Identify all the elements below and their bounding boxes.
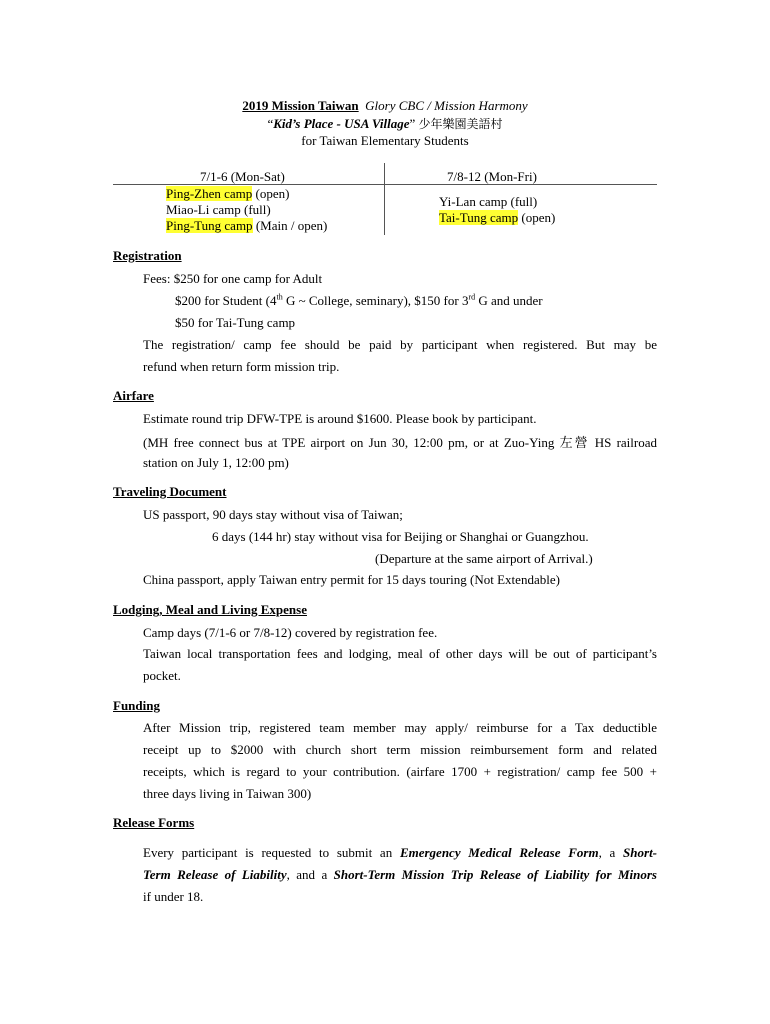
schedule-left-dates: 7/1-6 (Mon-Sat) [200,169,285,184]
lodging-heading: Lodging, Meal and Living Expense [113,602,307,617]
camp-status: (full) [240,202,271,217]
schedule-right-camps [439,194,555,226]
travel-line3: (Departure at the same airport of Arrival.) [375,551,593,566]
registration-heading: Registration [113,248,182,263]
liability-form-name: Term Release of Liability [143,867,287,882]
funding-line2: receipt up to $2000 with church short term mission reimbursement form and related [143,742,657,757]
airfare-line1: Estimate round trip DFW-TPE is around $1600. Please book by participant. [143,411,537,426]
camp-item [166,186,327,202]
document-subtitle [0,115,770,132]
audience-line: for Taiwan Elementary Students [301,133,469,148]
release-line3: if under 18. [143,889,204,904]
quote-close: ” [409,116,416,131]
registration-fee-adult: Fees: $250 for one camp for Adult [143,271,323,286]
camp-status: (Main / open) [252,218,328,233]
quote-open: “ [267,116,274,131]
schedule-header-rule [113,184,657,185]
emergency-form-name: Emergency Medical Release Form [399,845,599,860]
lodging-line1: Camp days (7/1-6 or 7/8-12) covered by registration fee. [143,625,438,640]
travel-line4: China passport, apply Taiwan entry permit for 15 days touring (Not Extendable) [143,572,560,587]
minors-form-name: Short-Term Mission Trip Release of Liability for Minors [333,867,657,882]
camp-name: Ping-Tung camp [166,218,253,233]
airfare-heading: Airfare [113,388,154,403]
camp-name: Ping-Zhen camp [166,186,253,201]
funding-line3: receipts, which is regard to your contribution. (airfare 1700 + registration/ camp fee 500 + [143,764,657,779]
lodging-line2: Taiwan local transportation fees and lodging, meal of other days will be out of participant’s [143,646,657,661]
release-line1: Every participant is requested to submit an Emergency Medical Release Form, a Short- [143,845,658,860]
registration-fee-student: $200 for Student (4th G ~ College, seminary), $150 for 3rd G and under [175,292,543,308]
camp-status: (open) [518,210,556,225]
travel-heading: Traveling Document [113,484,227,499]
funding-heading: Funding [113,698,160,713]
travel-line2: 6 days (144 hr) stay without visa for Beijing or Shanghai or Guangzhou. [212,529,589,544]
funding-line4: three days living in Taiwan 300) [143,786,312,801]
document-title [0,98,770,114]
title-text: 2019 Mission Taiwan [242,98,359,113]
lodging-line3: pocket. [143,668,181,683]
funding-line1: After Mission trip, registered team member may apply/ reimburse for a Tax deductible [143,720,657,735]
camp-status: (full) [507,194,538,209]
airfare-line3: station on July 1, 12:00 pm) [143,455,289,470]
schedule-right-dates: 7/8-12 (Mon-Fri) [447,169,537,184]
registration-note-line1: The registration/ camp fee should be paid by participant when registered. But may be [143,337,657,352]
registration-note-line2: refund when return form mission trip. [143,359,340,374]
chinese-name: 少年樂園美語村 [418,117,503,131]
camp-name: Miao-Li camp [166,202,241,217]
airfare-line2: (MH free connect bus at TPE airport on Jun 30, 12:00 pm, or at Zuo-Ying 左營 HS railroad [143,435,657,450]
subtitle-text: Kid’s Place - USA Village [273,116,410,131]
org-text: Glory CBC / Mission Harmony [365,98,528,113]
travel-line1: US passport, 90 days stay without visa of Taiwan; [143,507,403,522]
camp-item [439,210,555,226]
schedule-column-divider [384,163,385,235]
schedule-left-camps [166,186,327,234]
release-heading: Release Forms [113,815,195,830]
camp-item [166,202,327,218]
camp-item [166,218,327,234]
release-line2: Term Release of Liability, and a Short-Term Mission Trip Release of Liability for Minors [143,867,657,882]
registration-fee-taitung: $50 for Tai-Tung camp [175,315,296,330]
camp-name: Yi-Lan camp [439,194,508,209]
camp-status: (open) [252,186,290,201]
camp-item [439,194,555,210]
camp-name: Tai-Tung camp [439,210,519,225]
